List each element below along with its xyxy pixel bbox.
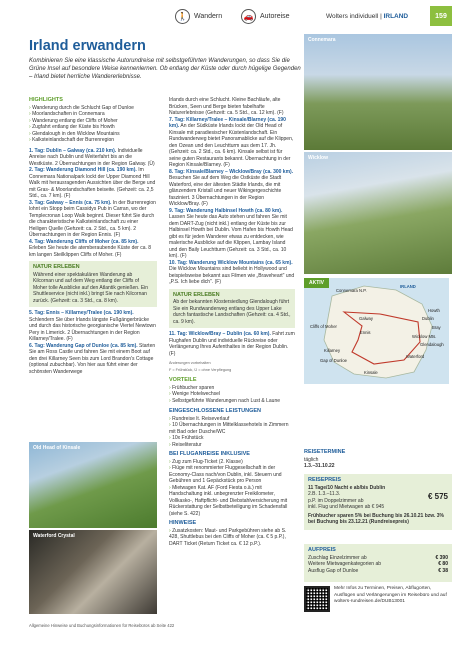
- flug-title: BEI FLUGANREISE INKLUSIVE: [169, 451, 250, 457]
- day-entry: 6. Tag: Wanderung Gap of Dunloe (ca. 85 km). Starten Sie am Ross Castle und fahren Sie mit einem Boot auf den drei Killarney Seen bis zum Lord Brandon's Cottage (optional zubuchbar). Von hier aus führt einer der schönsten Wanderwege: [29, 342, 156, 375]
- nature-box-2: NATUR ERLEBEN Ab der bekannten Klostersiedlung Glendalough führt Sie ein Rundwanderweg entlang des Upper Lake durch fantastische Landschaften (Gehzeit: ca. 4 Std., ca. 9 km).: [169, 289, 295, 329]
- car-icon: 🚗: [241, 9, 256, 24]
- changes-note: Änderungen vorbehalten: [169, 361, 211, 365]
- column-middle: [169, 97, 295, 547]
- photo-wicklow: Wicklow: [304, 152, 452, 274]
- list-item: › Flüge mit renommierter Fluggesellschaft in der Economy-Class nach/von Dublin, inkl. Steuern und Gebühren und 1 Gepäckstück pro Person: [169, 465, 295, 485]
- flug-list: [169, 459, 295, 518]
- reisepreis-box: REISEPREIS 11 Tage/10 Nacht e ab/bis Dublin 2.B. 1.3.–11.3. p.P. im Doppelzimmer ab € 575 inkl. Flug und Mietwagen ab € 945 Frühbucher sparen 5% bei Buchung bis 26.10.21 bzw. 3% bei Buchung bis 23.12.21 (Rundreisepreis): [304, 474, 452, 530]
- brand-line: Wolters individuell | IRLAND: [326, 13, 409, 20]
- day-entry: 4. Tag: Wanderung Cliffs of Moher (ca. 85 km). Erleben Sie heute die atemberaubende Küste der ca. 8 km langen Steilklippen Cliffs of Moher. (F): [29, 238, 152, 258]
- list-item: › Mietwagen Kat. AF (Ford Fiesta o.ä.) mit Handschaltung inkl. unbegrenzter Freikilometer, Vollkasko-, Haftpflicht- und Diebstahlversicherung mit Rückerstattung der Selbstbeteiligung im Schadensfall (siehe S. 422): [169, 485, 295, 518]
- day-entry: 2. Tag: Wanderung Diamond Hill (ca. 190 km). Im Connemara Nationalpark lockt der Upper Diamond Hill Walk mit herausragenden Aussichten über die Berge und mit Gras- & Moorlandschaften beiseite. (Gehzeit: ca. 2,5 Std., ca. 7 km). (F): [29, 167, 156, 199]
- route-map: AKTIV Connemara N.P. IRLAND Galway Dublin Ennis Howth Cliffs of Moher Wicklow Mts. Bray Killarney Gap of Dunloe Kinsale Waterford Glendalough: [304, 278, 449, 384]
- vorteile-list: [169, 385, 295, 405]
- highlights-list: [29, 105, 157, 144]
- day-entry: 5. Tag: Ennis – Killarney/Tralee (ca. 190 km). Schlendern Sie über Irlands längste Fußgängerbrücke und durch das historische georgianische Viertel Newtown Pery in Limerick. 2 Übernachtungen in der Region Killarney/Tralee. (F): [29, 310, 156, 342]
- hiker-icon: 🚶: [175, 9, 190, 24]
- list-item: › Kalksteinlandschaft der Burrenregion: [29, 137, 157, 144]
- photo-connemara: Connemara: [304, 34, 452, 150]
- list-item: › Selbstgeführte Wanderungen nach Lust & Laune: [169, 398, 295, 405]
- day-entry: 3. Tag: Galway – Ennis (ca. 75 km). In der Burrenregion lohnt ein Stopp beim Cassidys Pub in Carran, wo der Templecronan Loop Walk beginnt. Dieser führt Sie durch die charakteristische Kalksteinlandschaft zu einer Heiligen Quelle (Gehzeit: ca. 2 Std., ca. 5 km). 2 Übernachtungen in der Region Ennis. (F): [29, 199, 156, 238]
- list-item: › 10x Frühstück: [169, 435, 295, 442]
- day-entry: 1. Tag: Dublin – Galway (ca. 210 km). Individuelle Anreise nach Dublin und Weiterfahrt bis an die Westküste. 2 Übernachtungen in der Region Galway. (Ü): [29, 147, 155, 167]
- list-item: › Wanderung entlang der Cliffs of Moher: [29, 118, 157, 125]
- day-entry: Irlands durch eine Schlucht. Kleine Bachläufe, alte Brücken, Seen und Berge bieten fabelhafte Naturerlebnisse (Gehzeit: ca. 5 Std., ca. 12 km). (F): [169, 97, 284, 116]
- hinweise-list: [169, 528, 295, 548]
- photo-kinsale: Old Head of Kinsale: [29, 442, 157, 528]
- day-entry: 9. Tag: Wanderung Halbinsel Howth (ca. 80 km). Lassen Sie heute das Auto stehen und fahren Sie mit dem DART-Zug (nicht inkl.) entlang der Küste bis zur Halbinsel Howth bei Dublin. Vom Hafen bis Howth Head gibt es für jeden Wanderer etwas zu entdecken, wie malerische Ausblicke auf die Klippen, Lambay Island und den Baily Leuchtturm (Gehzeit: ca. 3 Std., ca. 10 km). (F): [169, 207, 293, 259]
- page-title: Irland erwandern: [29, 38, 146, 54]
- list-item: › Moorlandschaften in Connemara: [29, 111, 157, 118]
- meal-legend: F = Frühstück, Ü = ohne Verpflegung: [169, 367, 232, 372]
- list-item: › Zug zum Flug-Ticket (2. Klasse): [169, 459, 295, 466]
- list-item: › Zusatzkosten: Maut- und Parkgebühren siehe ab S. 428, Shuttlebus bei den Cliffs of Moher (ca. € 5 p.P.), DART Ticket (Return Ticket ca. € 12 p.P.).: [169, 528, 295, 548]
- aufpreis-box: AUFPREIS Zuschlag Einzelzimmer ab € 390 Weitere Mietwagenkategorien ab € 80 Ausflug Gap of Dunloe € 38: [304, 544, 452, 582]
- footer-note: Allgemeine Hinweise und Buchungsinformationen für Reisebüros ab Seite 422: [29, 623, 175, 628]
- day-entry: 7. Tag: Killarney/Tralee – Kinsale/Blarney (ca. 190 km). An der Südküste Irlands lockt der Old Head of Kinsale mit paradiesischer Küstenlandschaft. Ein Rundwanderweg bietet Panoramablicke auf die Klippen, den Ozean und den Leuchtturm aus dem 17. Jh. (Gehzeit: ca. 2 Std., ca. 6 km). Kinsale selbst ist für seine guten Restaurants bekannt. Übernachtung in der Region Kinsale/Blarney. (F): [169, 116, 294, 168]
- reisetermine-block: REISETERMINE täglich 1.3.–31.10.22: [304, 449, 346, 469]
- photo-waterford-crystal: Waterford Crystal: [29, 530, 157, 614]
- intro-text: Kombinieren Sie eine klassische Autorundreise mit selbstgeführten Wanderungen, so dass Sie die Grüne Insel auf besondere Weise kennenlernen. Ob entlang der Küste oder durch hügelige Gegenden – Irland bietet herrliche Wandererlebnisse.: [29, 58, 301, 80]
- price-main: € 575: [427, 491, 448, 501]
- nature-box-1: NATUR ERLEBEN Während einer spektakulären Wanderung ab Kilcornan und auf dem Weg entlang der Cliffs of Moher tolle Ausblicke auf den Atlantik genießen. Ein Shuttleservice (nicht inkl.) bringt Sie nach Kilcornan zurück. (Gehzeit: ca. 3 Std., ca. 8 km).: [29, 261, 157, 307]
- category-autoreise: 🚗 Autoreise: [241, 9, 290, 24]
- highlights-title: HIGHLIGHTS: [29, 97, 63, 103]
- page-header: [0, 0, 456, 34]
- list-item: › Wenige Hotelwechsel: [169, 391, 295, 398]
- more-info: Mehr Infos zu Terminen, Preisen, Abflugorten, Ausflügen und Verlängerungen im Reisebüro und auf wolters-rundreisen.de/DUB13001: [334, 586, 447, 604]
- leistungen-title: EINGESCHLOSSENE LEISTUNGEN: [169, 408, 261, 414]
- page-number: 159: [430, 6, 452, 26]
- ireland-map-shape: [304, 278, 449, 384]
- day-entry: 11. Tag: Wicklow/Bray – Dublin (ca. 60 km). Fahrt zum Flughafen Dublin und individuelle Rückreise oder Verlängerung Ihres Aufenthaltes in der Region Dublin. (F): [169, 331, 295, 357]
- list-item: › Rundreise lt. Reiseverlauf: [169, 416, 295, 423]
- day-entry: 8. Tag: Kinsale/Blarney – Wicklow/Bray (ca. 300 km). Besuchen Sie auf dem Weg die Ostküste die Stadt Waterford, eine der ältesten Städte Irlands, die mit glänzendem Kristall und neuer Wikingergeschichte fasziniert. 3 Übernachtungen in der Region Wicklow/Bray. (F): [169, 168, 294, 207]
- surcharge-row: Zuschlag Einzelzimmer ab € 390: [308, 554, 448, 561]
- hinweise-title: HINWEISE: [169, 520, 197, 526]
- surcharge-row: Ausflug Gap of Dunloe € 38: [308, 567, 448, 574]
- list-item: › Glendalough in den Wicklow Mountains: [29, 131, 157, 138]
- qr-code[interactable]: [304, 586, 330, 612]
- list-item: › Wanderung durch die Schlucht Gap of Dunloe: [29, 105, 157, 112]
- list-item: › Frühbucher sparen: [169, 385, 295, 392]
- list-item: › Reiseliteratur: [169, 442, 295, 449]
- list-item: › Zugfahrt entlang der Küste bis Howth: [29, 124, 157, 131]
- column-left: [29, 97, 157, 375]
- leistungen-list: [169, 416, 295, 449]
- vorteile-title: VORTEILE: [169, 377, 197, 383]
- surcharge-row: Weitere Mietwagenkategorien ab € 80: [308, 561, 448, 567]
- day-entry: 10. Tag: Wanderung Wicklow Mountains (ca. 65 km). Die Wicklow Mountains sind beliebt in Hollywood und beispielsweise bekannt aus Filmen wie „Braveheart" und „P.S. Ich liebe dich". (F): [169, 259, 295, 285]
- list-item: › 10 Übernachtungen in Mittelklassehotels in Zimmern mit Bad oder Dusche/WC: [169, 422, 295, 435]
- category-wandern: 🚶 Wandern: [175, 9, 222, 24]
